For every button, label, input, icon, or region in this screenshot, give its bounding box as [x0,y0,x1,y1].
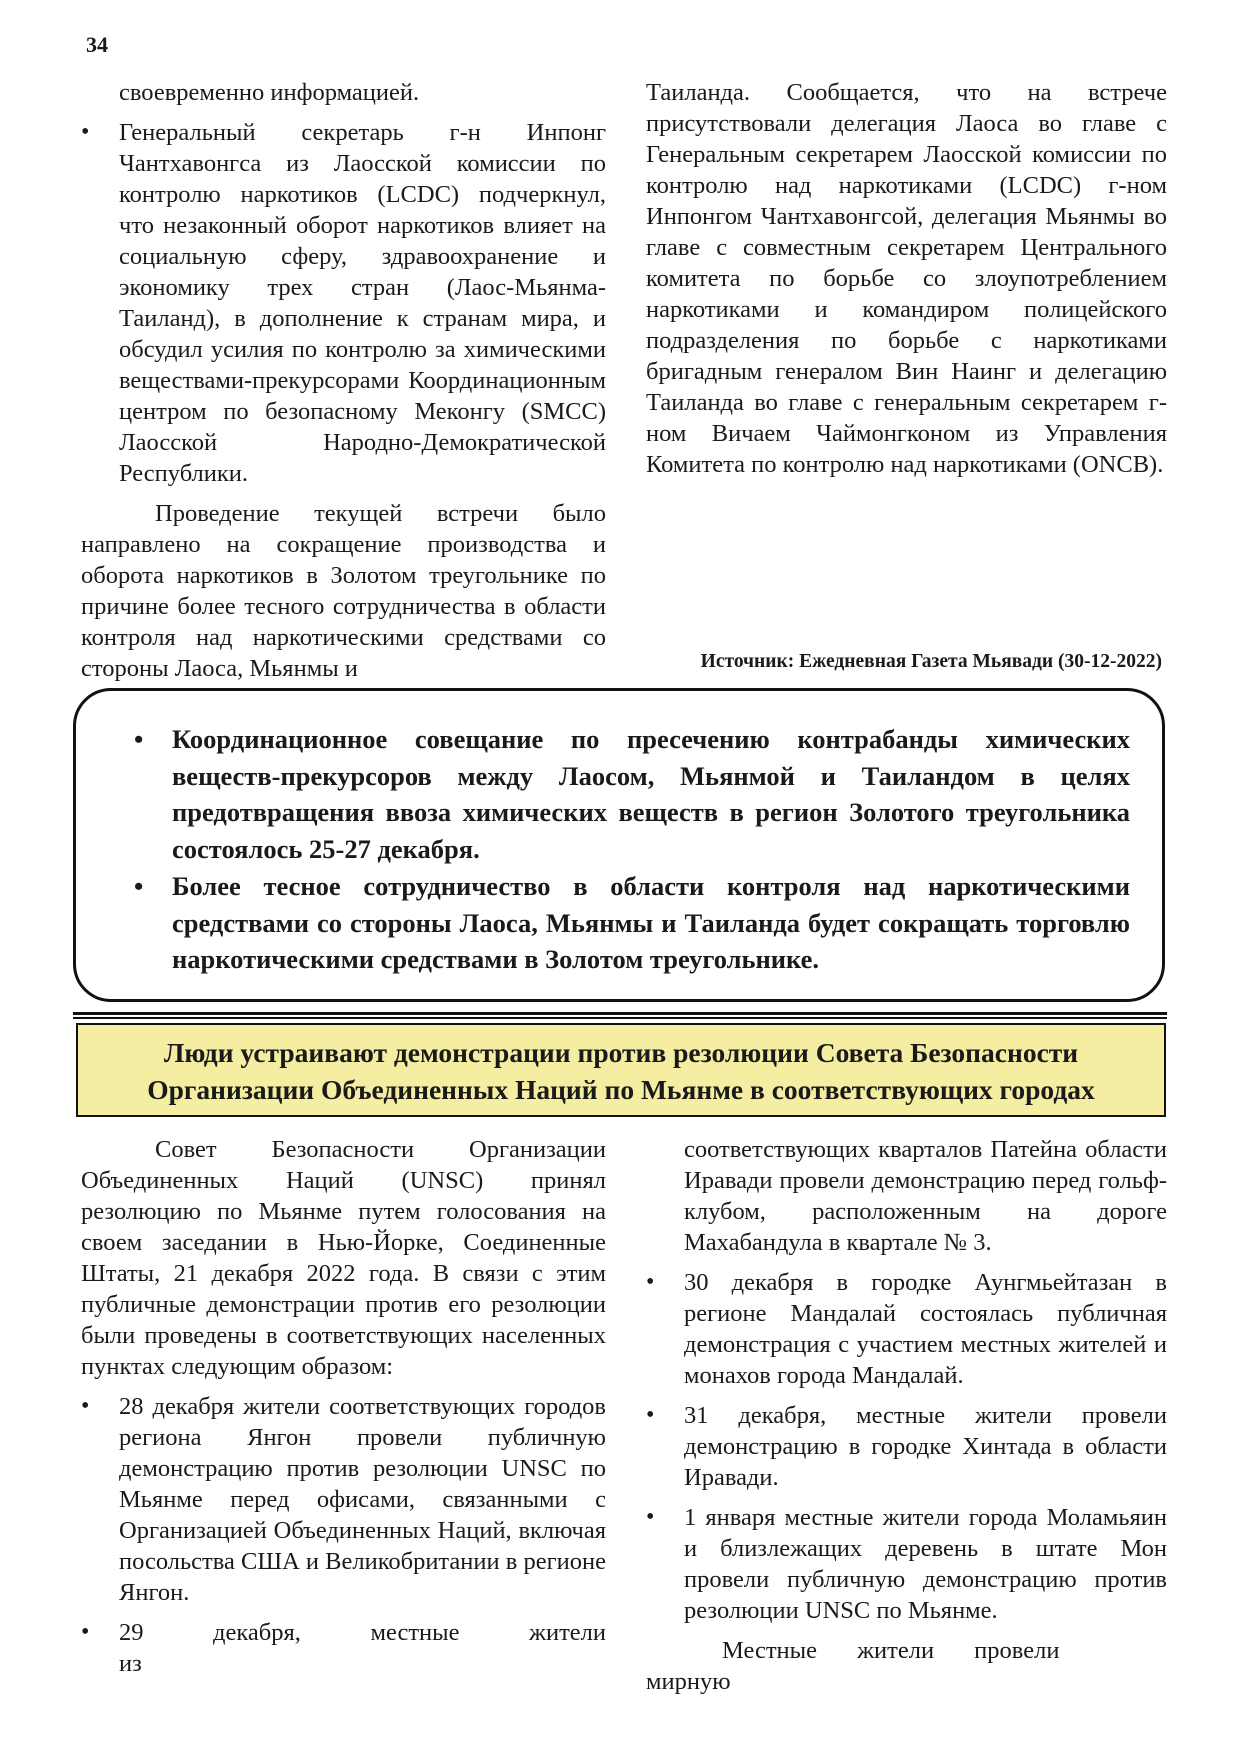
list-item: • 31 декабря, местные жители провели демонстрацию в городке Хинтада в области Иравади. [646,1400,1167,1493]
paragraph: Совет Безопасности Организации Объединенных Наций (UNSC) принял резолюцию по Мьянме путем голосования на своем заседании в Нью-Йорке, Соединенные Штаты, 21 декабря 2022 года. В связи с этим публичные демонстрации против его резолюции были проведены в соответствующих населенных пунктах следующим образом: [81,1136,606,1380]
summary-item: • Более тесное сотрудничество в области контроля над наркотическими средствами со стороны Лаоса, Мьянмы и Таиланда будет сокращать торговлю наркотическими средствами в Золотом треугольнике. [134,868,1130,978]
headline-line: Организации Объединенных Наций по Мьянме в соответствующих городах [147,1074,1095,1105]
article-headline [76,1023,1166,1117]
list-item: • 28 декабря жители соответствующих городов региона Янгон провели публичную демонстрацию против резолюции UNSC по Мьянме перед офисами, связанными с Организацией Объединенных Наций, включая посольства США и Великобритании в регионе Янгон. [81,1391,606,1608]
top-left-column [81,77,606,684]
paragraph: Местные жители провели мирную [646,1637,1060,1695]
paragraph: Таиланда. Сообщается, что на встрече присутствовали делегация Лаоса во главе с Генеральным секретарем Лаосской комиссии по контролю над наркотиками (LCDC) г-ном Инпонгом Чантхавонгсой, делегация Мьянмы во главе с совместным секретарем Центрального комитета по борьбе со злоупотреблением наркотиками и командиром полицейского подразделения по борьбе с наркотиками бригадным генералом Вин Наинг и делегацию Таиланда во главе с генеральным секретарем г-ном Вичаем Чаймонгконом из Управления Комитета по контролю над наркотиками (ONCB). [646,79,1167,478]
list-item-continued: соответствующих кварталов Патейна области Иравади провели демонстрацию перед гольф-клубом, расположенным на дороге Махабандула в квартале № 3. [684,1136,1167,1256]
list-item: • 29 декабря, местные жители из [81,1617,606,1679]
list-item: • Генеральный секретарь г-н Инпонг Чантхавонгса из Лаосской комиссии по контролю наркотиков (LCDC) подчеркнул, что незаконный оборот наркотиков влияет на социальную сферу, здравоохранение и экономику трех стран (Лаос-Мьянма-Таиланд), в дополнение к странам мира, и обсудил усилия по контролю за химическими веществами-прекурсорами Координационным центром по безопасному Меконгу (SMCC) Лаосской Народно-Демократической Республики. [81,117,606,489]
divider-thick [73,1012,1167,1015]
bottom-left-column [81,1134,606,1679]
divider-thin [73,1017,1167,1019]
source-citation: Источник: Ежедневная Газета Мьявади (30-12-2022) [700,651,1162,672]
page-number: 34 [86,32,108,57]
summary-box [73,688,1165,1002]
bottom-right-column [646,1134,1167,1697]
paragraph: Проведение текущей встречи было направлено на сокращение производства и оборота наркотиков в Золотом треугольнике по причине более тесного сотрудничества в области контроля над наркотическими средствами со стороны Лаоса, Мьянмы и [81,500,606,682]
headline-line: Люди устраивают демонстрации против резолюции Совета Безопасности [163,1037,1079,1068]
top-right-column [646,77,1167,480]
list-item: • 1 января местные жители города Моламьяин и близлежащих деревень в штате Мон провели публичную демонстрацию против резолюции UNSC по Мьянме. [646,1502,1167,1626]
list-item: • 30 декабря в городке Аунгмьейтазан в регионе Мандалай состоялась публичная демонстрация с участием местных жителей и монахов города Мандалай. [646,1267,1167,1391]
carryover-text: своевременно информацией. [119,79,420,106]
summary-item: • Координационное совещание по пресечению контрабанды химических веществ-прекурсоров между Лаосом, Мьянмой и Таиландом в целях предотвращения ввоза химических веществ в регион Золотого треугольника состоялось 25-27 декабря. [134,721,1130,867]
